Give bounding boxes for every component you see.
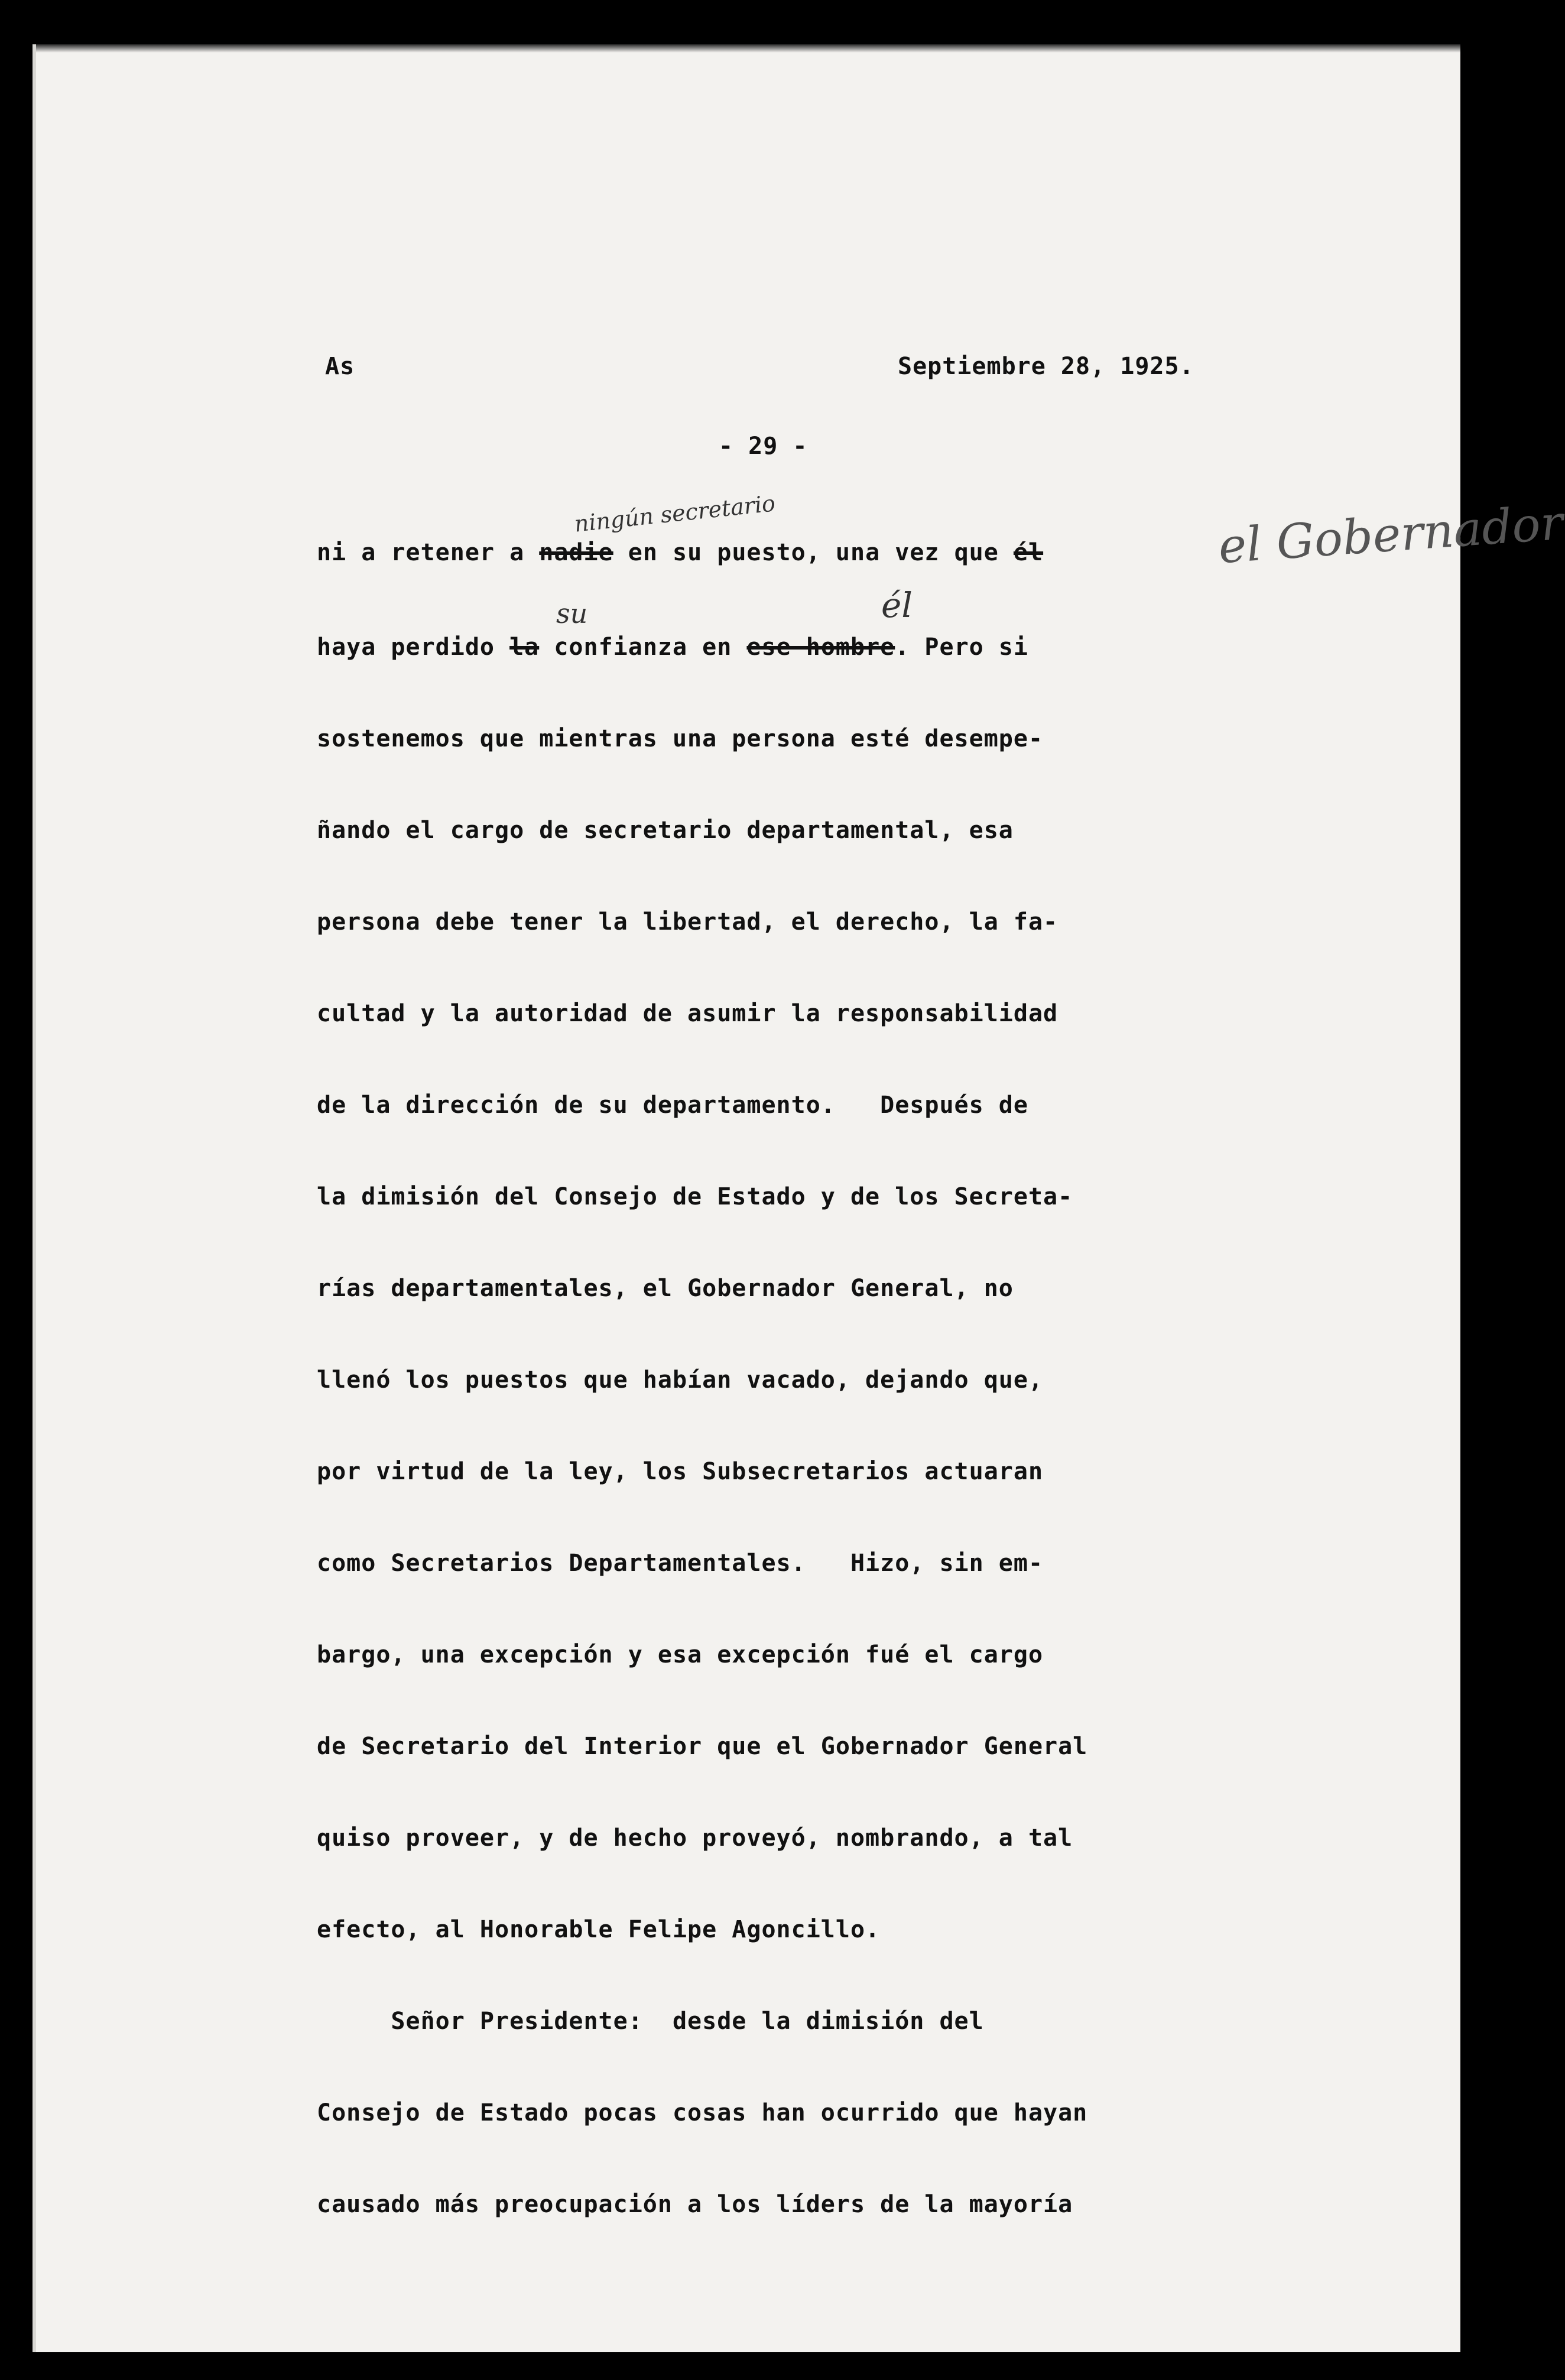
line1-mid: en su puesto, una vez que: [628, 539, 999, 566]
annotation-ningun-secretario: ningún secretario: [573, 490, 777, 537]
body-line: persona debe tener la libertad, el derecho, la fa-: [317, 908, 1059, 936]
body-line: por virtud de la ley, los Subsecretarios actuaran: [317, 1458, 1044, 1485]
page-number: - 29 -: [719, 433, 808, 460]
body-line: de la dirección de su departamento. Después de: [317, 1092, 1028, 1119]
text-line-2: [317, 635, 1028, 659]
document-page: [33, 44, 1565, 2352]
text-line-1: [317, 541, 1043, 564]
header-date: Septiembre 28, 1925.: [898, 353, 1194, 380]
body-line: rías departamentales, el Gobernador General, no: [317, 1275, 1014, 1302]
line2-struck-la: la: [509, 634, 540, 661]
annotation-su: su: [556, 598, 588, 629]
line1-pre: ni a retener a: [317, 539, 525, 566]
body-line: la dimisión del Consejo de Estado y de los Secreta-: [317, 1183, 1073, 1210]
body-line: ñando el cargo de secretario departamental, esa: [317, 817, 1014, 844]
body-line: Consejo de Estado pocas cosas han ocurrido que hayan: [317, 2099, 1088, 2126]
line2-pre: haya perdido: [317, 634, 495, 661]
body-line: bargo, una excepción y esa excepción fué el cargo: [317, 1641, 1044, 1668]
annotation-el: él: [881, 585, 913, 625]
header-initials: As: [325, 353, 355, 380]
body-line: efecto, al Honorable Felipe Agoncillo.: [317, 1916, 881, 1943]
body-line: sostenemos que mientras una persona esté desempe-: [317, 725, 1044, 752]
body-line: quiso proveer, y de hecho proveyó, nombrando, a tal: [317, 1824, 1073, 1852]
annotation-gobernador: el Gobernador: [1216, 495, 1565, 574]
line2-mid: confianza en: [554, 634, 732, 661]
body-line: causado más preocupación a los líders de la mayoría: [317, 2191, 1073, 2218]
body-line: como Secretarios Departamentales. Hizo, sin em-: [317, 1550, 1044, 1577]
line2-struck-ese-hombre: ese hombre: [746, 634, 895, 661]
page-top-edge: [36, 44, 1460, 53]
body-line: Señor Presidente: desde la dimisión del: [317, 2008, 984, 2035]
line1-struck-nadie: nadie: [539, 539, 613, 566]
line2-post: . Pero si: [895, 634, 1028, 661]
line1-struck-el: él: [1013, 539, 1044, 566]
body-line: llenó los puestos que habían vacado, dejando que,: [317, 1366, 1044, 1394]
body-line: cultad y la autoridad de asumir la responsabilidad: [317, 1000, 1059, 1027]
body-line: de Secretario del Interior que el Gobernador General: [317, 1733, 1088, 1760]
